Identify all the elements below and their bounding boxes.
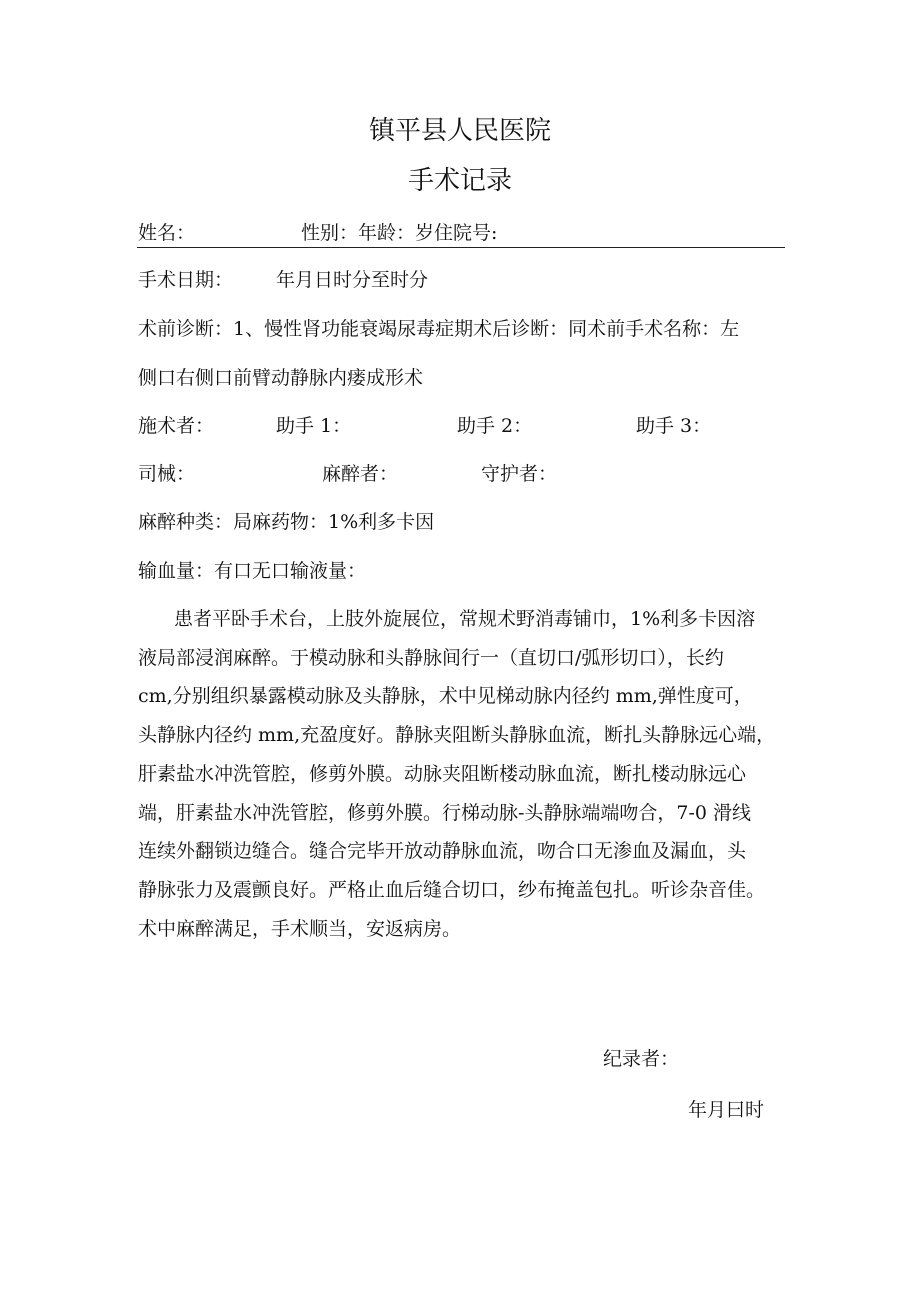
procedure-line: 肝素盐水冲洗管腔，修剪外膜。动脉夹阻断楼动脉血流，断扎楼动脉远心 <box>138 762 747 785</box>
procedure-line: 液局部浸润麻醉。于模动脉和头静脉间行一（直切口/弧形切口），长约 <box>138 646 724 669</box>
name-label: 姓名： <box>138 222 196 244</box>
anesthesia-type-line: 麻醉种类：局麻药物：1%利多卡因 <box>138 511 435 533</box>
procedure-line: 头静脉内径约 mm,充盈度好。静脉夹阻断头静脉血流，断扎头静脉远心端， <box>138 724 776 747</box>
nurse-label: 守护者： <box>481 463 558 485</box>
header-divider <box>137 247 785 248</box>
surgery-date-value: 年月日时分至时分 <box>276 269 429 291</box>
procedure-line: 连续外翻锁边缝合。缝合完毕开放动静脉血流，吻合口无渗血及漏血，头 <box>138 840 747 863</box>
procedure-line: 患者平卧手术台，上肢外旋展位，常规术野消毒铺巾，1%利多卡因溶 <box>174 608 756 630</box>
procedure-line: 静脉张力及震颤良好。严格止血后缝合切口，纱布掩盖包扎。听诊杂音佳。 <box>138 878 766 901</box>
assistant-1-label: 助手 1： <box>276 415 352 437</box>
form-title: 手术记录 <box>407 166 512 196</box>
procedure-line: 术中麻醉满足，手术顺当，安返病房。 <box>138 917 462 940</box>
surgery-date-label: 手术日期： <box>138 269 234 291</box>
assistant-2-label: 助手 2： <box>457 415 533 437</box>
recorder-label: 纪录者： <box>603 1048 680 1070</box>
anesthetist-label: 麻醉者： <box>322 463 399 485</box>
record-date-label: 年月曰时 <box>688 1099 765 1121</box>
procedure-description <box>138 600 798 948</box>
transfusion-line: 输血量：有口无口输液量： <box>138 560 367 582</box>
procedure-line: cm,分别组织暴露模动脉及头静脉，术中见梯动脉内径约 mm,弹性度可， <box>138 685 753 708</box>
hospital-name: 镇平县人民医院 <box>368 116 551 146</box>
instrument-nurse-label: 司械： <box>138 463 196 485</box>
assistant-3-label: 助手 3： <box>636 415 712 437</box>
procedure-line: 端，肝素盐水冲洗管腔，修剪外膜。行梯动脉-头静脉端端吻合，7-0 滑线 <box>138 801 752 824</box>
gender-age-admission-label: 性别：年龄：岁住院号: <box>301 222 498 244</box>
diagnosis-line-2: 侧口右侧口前臂动静脉内瘘成形术 <box>138 367 424 389</box>
surgeon-label: 施术者： <box>138 415 215 437</box>
diagnosis-line-1: 术前诊断：1、慢性肾功能衰竭尿毒症期术后诊断：同术前手术名称：左 <box>138 318 740 340</box>
